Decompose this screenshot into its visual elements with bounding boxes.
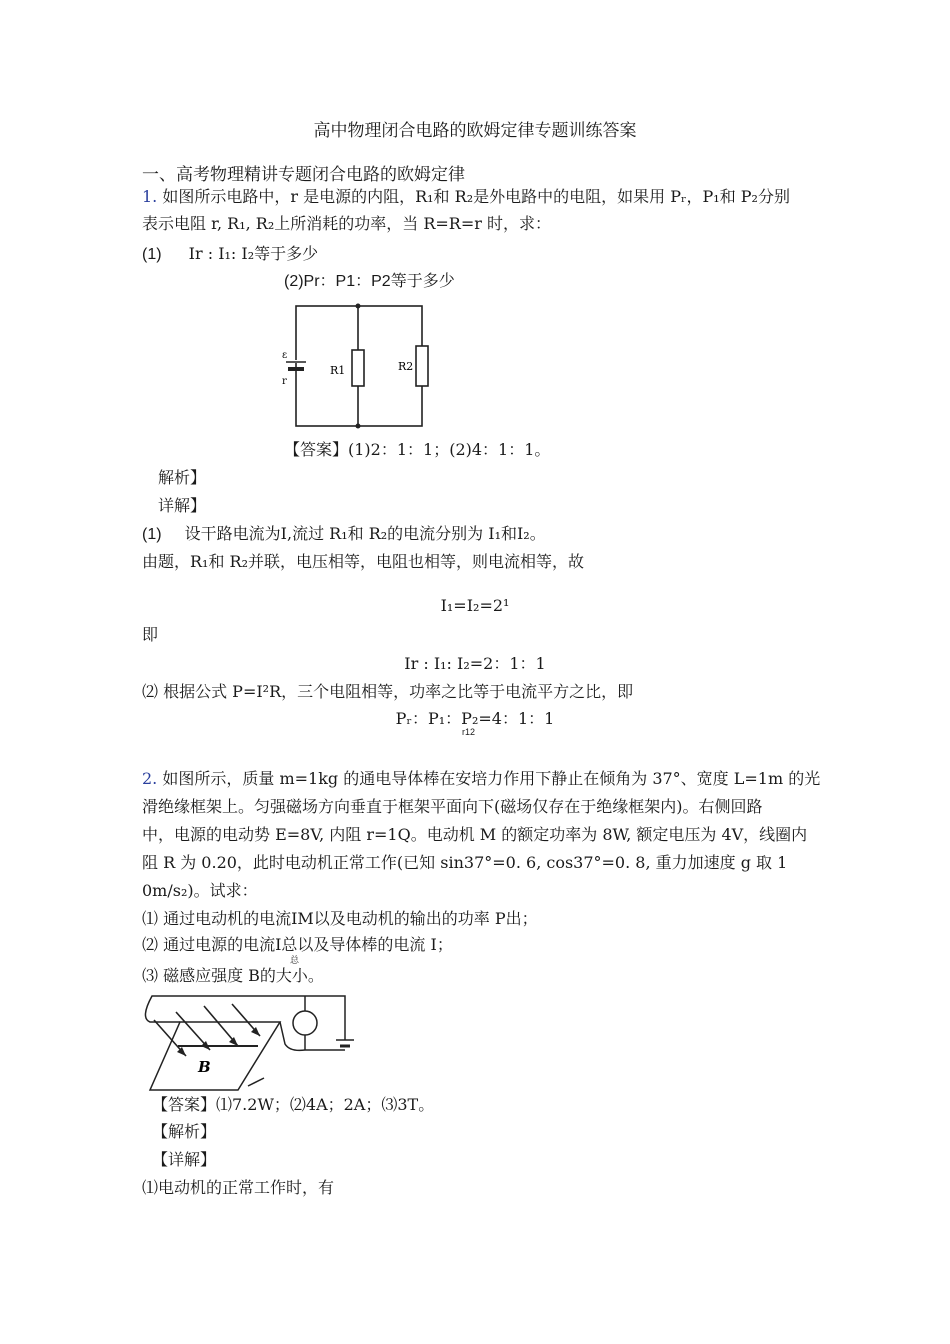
q1-number: 1. (142, 187, 158, 206)
q1-text-line2: 表示电阻 r, R₁, R₂上所消耗的功率，当 R=R=r 时，求： (142, 214, 551, 233)
q2-line1 (142, 769, 820, 789)
q2-text-line4: 阻 R 为 0.20，此时电动机正常工作(已知 sin37°=0. 6, cos37°=0. 8, 重力加速度 g 取 1 (142, 853, 788, 872)
label-r2: R2 (398, 360, 414, 373)
q1-eq3: Pᵣ：P₁：P₂=4：1：1 (395, 709, 555, 728)
q2-sub1: ⑴ 通过电动机的电流IM以及电动机的输出的功率 P出； (142, 909, 538, 928)
q1-d1-text: 设干路电流为I,流过 R₁和 R₂的电流分别为 I₁和I₂。 (184, 524, 546, 543)
q2-analysis: 【解析】 (152, 1122, 217, 1141)
q1-sub2: (2)Pr：P1：P2等于多少 (284, 273, 455, 290)
q1-eq3-subscripts: r12 (462, 727, 476, 737)
q2-number: 2. (142, 769, 158, 788)
section-heading: 一、高考物理精讲专题闭合电路的欧姆定律 (142, 165, 465, 185)
q2-sub2-subscript: 总 (290, 956, 300, 966)
resistor-r2 (416, 346, 428, 386)
q1-ji: 即 (142, 625, 159, 644)
junction-top (356, 304, 361, 309)
label-emf: ε (282, 350, 288, 361)
q2-text-line2: 滑绝缘框架上。匀强磁场方向垂直于框架平面向下(磁场仅存在于绝缘框架内)。右侧回路 (142, 797, 763, 816)
rod-marker (248, 1078, 264, 1086)
label-b: B (198, 1058, 211, 1076)
q1-text-line1: 如图所示电路中，r 是电源的内阻，R₁和 R₂是外电路中的电阻，如果用 Pᵣ，P₁和 P₂分别 (162, 187, 790, 206)
q1-d2: 由题，R₁和 R₂并联，电压相等，电阻也相等，则电流相等，故 (142, 552, 585, 571)
q2-answer: 【答案】⑴7.2W；⑵4A；2A；⑶3T。 (152, 1095, 435, 1114)
motor-symbol (293, 1011, 317, 1035)
q1-analysis: 解析】 (158, 468, 207, 487)
q2-d1: ⑴电动机的正常工作时，有 (142, 1178, 335, 1197)
q1-sub1-text: Ir : I₁: I₂等于多少 (188, 244, 319, 263)
q1-d1-number: (1) (142, 526, 162, 543)
label-r1: R1 (330, 364, 346, 377)
field-arrowheads (177, 1027, 260, 1056)
q1-d3: ⑵ 根据公式 P=I²R，三个电阻相等，功率之比等于电流平方之比，即 (142, 682, 634, 701)
q1-d1 (142, 524, 546, 545)
q2-text-line5: 0m/s₂)。试求： (142, 881, 258, 900)
circuit-diagram (270, 296, 440, 432)
incline-frame-diagram (140, 990, 360, 1094)
q1-eq1: I₁=I₂=2¹ (440, 596, 510, 615)
q1-sub1-number: (1) (142, 246, 162, 263)
page-title: 高中物理闭合电路的欧姆定律专题训练答案 (313, 121, 637, 141)
q1-line1 (142, 187, 790, 207)
q2-sub2: ⑵ 通过电源的电流I总以及导体棒的电流 I； (142, 935, 453, 954)
q1-answer: 【答案】(1)2：1：1；(2)4：1：1。 (284, 440, 551, 459)
q2-text-line3: 中，电源的电动势 E=8V, 内阻 r=1Q。电动机 M 的额定功率为 8W, 额定电压为 4V，线圈内 (142, 825, 808, 844)
q1-sub1 (142, 244, 318, 265)
q2-text-line1: 如图所示，质量 m=1kg 的通电导体棒在安培力作用下静止在倾角为 37°、宽度 L=1m 的光 (162, 769, 821, 788)
resistor-r1 (352, 350, 364, 386)
q2-sub3: ⑶ 磁感应强度 B的大小。 (142, 966, 324, 985)
label-r: r (282, 376, 287, 387)
q1-detail: 详解】 (158, 496, 207, 515)
q2-detail: 【详解】 (152, 1150, 217, 1169)
q1-eq2: Ir : I₁: I₂=2：1：1 (404, 654, 546, 673)
junction-bottom (356, 424, 361, 429)
